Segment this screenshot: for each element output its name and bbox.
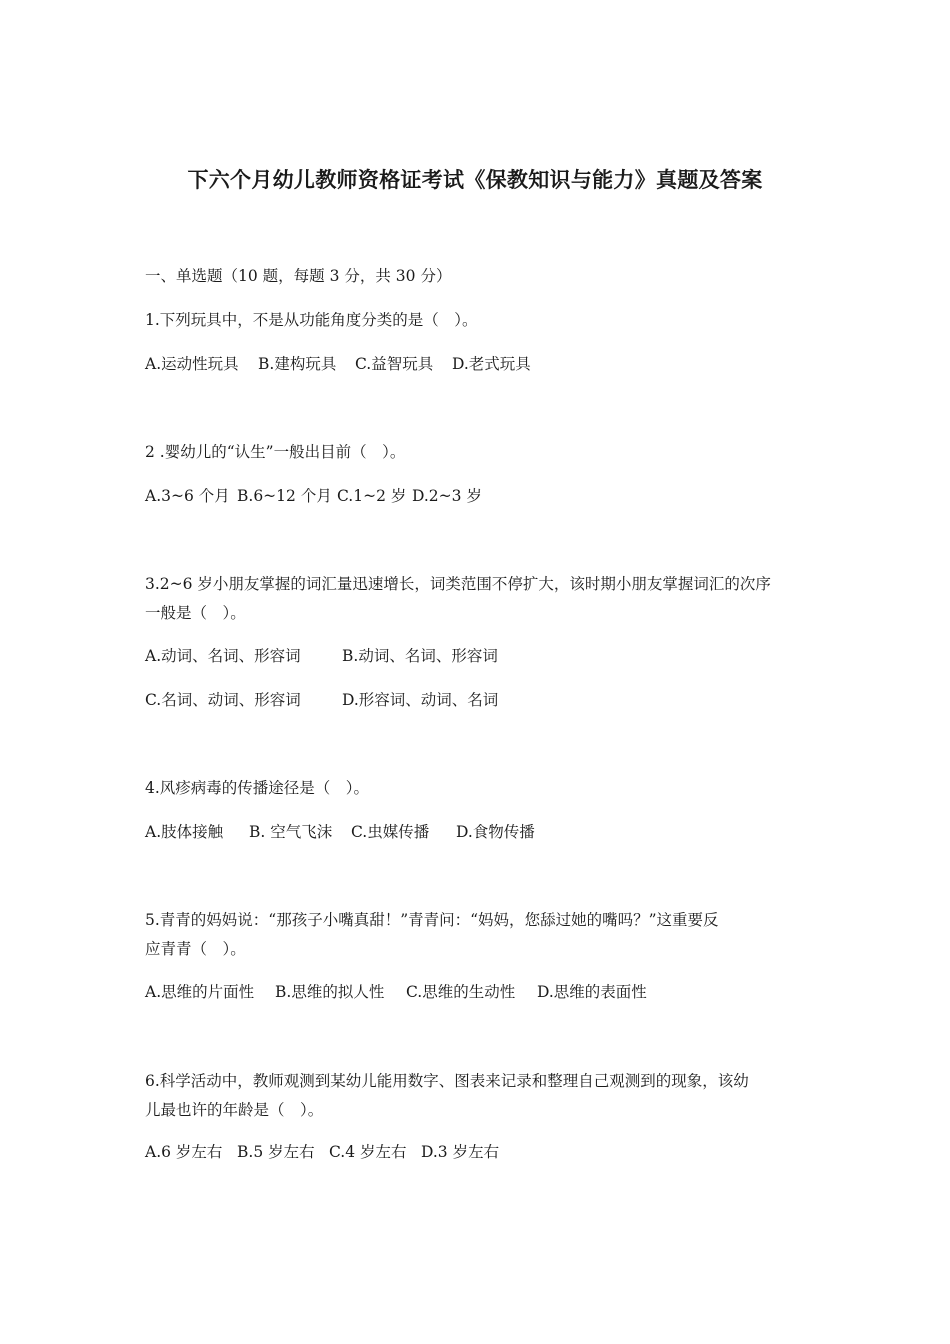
option-b: B.6~12 个月 [237,487,332,505]
question-5-options [145,982,825,1002]
question-3-stem-line-2: 一般是（ ）。 [145,604,246,622]
question-5-stem-line-1: 5.青青的妈妈说：“那孩子小嘴真甜！”青青问：“妈妈，您舔过她的嘴吗？”这重要反 [145,911,719,929]
option-c: C.名词、动词、形容词 [145,691,301,709]
question-6-options [145,1142,825,1162]
option-a: A.6 岁左右 [145,1143,223,1161]
question-4-options [145,822,825,842]
question-6-stem-line-2: 儿最也许的年龄是（ ）。 [145,1101,324,1119]
option-d: D.2~3 岁 [412,487,482,505]
option-d: D.食物传播 [456,823,535,841]
option-a: A.动词、名词、形容词 [145,647,301,665]
document-title: 下六个月幼儿教师资格证考试《保教知识与能力》真题及答案 [187,167,763,192]
question-1-stem: 1.下列玩具中，不是从功能角度分类的是（ ）。 [145,311,478,329]
question-1-options [145,354,825,374]
option-b: B.思维的拟人性 [275,983,385,1001]
option-b: B.建构玩具 [258,355,337,373]
question-6-stem-line-1: 6.科学活动中，教师观测到某幼儿能用数字、图表来记录和整理自己观测到的现象，该幼 [145,1072,749,1090]
question-4-stem: 4.风疹病毒的传播途径是（ ）。 [145,779,370,797]
option-d: D.形容词、动词、名词 [342,691,499,709]
question-3-options-row-2 [145,690,825,710]
question-5-stem-line-2: 应青青（ ）。 [145,940,246,958]
option-b: B.动词、名词、形容词 [342,647,498,665]
option-d: D.3 岁左右 [421,1143,500,1161]
question-2-stem: 2 .婴幼儿的“认生”一般出目前（ ）。 [145,443,406,461]
option-d: D.思维的表面性 [537,983,647,1001]
option-c: C.1~2 岁 [337,487,407,505]
question-3-options-row-1 [145,646,825,666]
question-3-stem-line-1: 3.2~6 岁小朋友掌握的词汇量迅速增长，词类范围不停扩大，该时期小朋友掌握词汇的次序 [145,575,771,593]
option-b: B.5 岁左右 [237,1143,315,1161]
option-a: A.肢体接触 [145,823,224,841]
option-c: C.益智玩具 [355,355,434,373]
option-c: C.思维的生动性 [406,983,516,1001]
question-2-options [145,486,825,506]
option-a: A.3~6 个月 [145,487,230,505]
option-c: C.虫媒传播 [351,823,430,841]
option-a: A.思维的片面性 [145,983,255,1001]
option-d: D.老式玩具 [452,355,531,373]
section-heading: 一、单选题（10 题，每题 3 分，共 30 分） [145,267,452,285]
option-b: B. 空气飞沫 [249,823,333,841]
option-a: A.运动性玩具 [145,355,239,373]
option-c: C.4 岁左右 [329,1143,407,1161]
